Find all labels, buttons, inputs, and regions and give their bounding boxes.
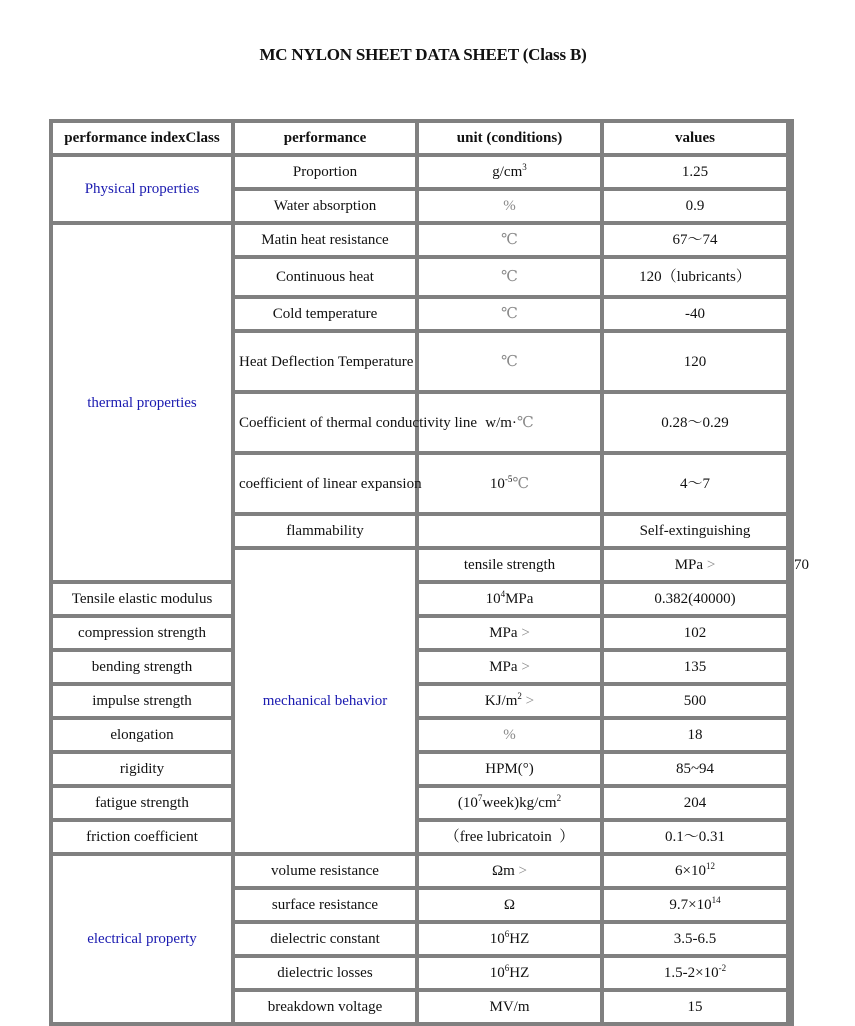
property-name: Water absorption [233,189,417,223]
property-name: Proportion [233,155,417,189]
unit-sup: 2 [517,691,522,701]
header-unit: unit (conditions) [417,121,602,155]
value-sup: 14 [711,895,721,905]
unit-symbol: > [517,625,530,641]
category-physical: Physical properties [51,155,233,223]
property-unit [417,650,602,684]
unit-text: MPa [489,659,518,675]
unit-text: (10 [457,795,478,811]
unit-text: MPa [505,591,534,607]
property-value: 0.28～0.29 [602,392,788,453]
unit-symbol: ℃ [512,475,530,492]
category-electrical: electrical property [51,854,233,1024]
value-text: 1.5-2×10 [663,965,719,981]
table-row [51,786,792,820]
property-name: tensile strength [417,548,602,582]
property-unit [602,548,788,582]
table-row [51,223,792,257]
property-unit [417,155,602,189]
unit-text: 10 [485,591,501,607]
unit-sup: 7 [477,793,483,803]
property-name: Cold temperature [233,297,417,331]
property-value: 102 [602,616,788,650]
unit-sup: 4 [500,589,506,599]
property-name: impulse strength [51,684,233,718]
category-thermal: thermal properties [51,223,233,582]
unit-text: 10 [489,931,505,947]
unit-text: w/m· [485,414,517,431]
property-value: 1.25 [602,155,788,189]
header-performance: performance [233,121,417,155]
unit-text: 10 [489,965,505,981]
property-name: Tensile elastic modulus [51,582,233,616]
unit-sup: 3 [522,162,527,172]
table-row [51,854,792,888]
property-value: 500 [602,684,788,718]
property-value: 3.5-6.5 [602,922,788,956]
page-title: MC NYLON SHEET DATA SHEET (Class B) [259,45,587,64]
property-value: 85~94 [602,752,788,786]
property-name: dielectric constant [233,922,417,956]
unit-text: MPa [674,557,704,573]
unit-symbol: > [514,863,528,879]
property-value: 67～74 [602,223,788,257]
unit-text: HZ [509,931,530,947]
unit-text: KJ/m [484,693,518,709]
unit-symbol: > [517,659,530,675]
property-value [602,854,788,888]
property-name: compression strength [51,616,233,650]
header-values: values [602,121,788,155]
value-text: 6×10 [675,863,706,879]
property-name: bending strength [51,650,233,684]
unit-sup: 6 [504,929,510,939]
property-value: 204 [602,786,788,820]
table-row [51,752,792,786]
property-unit: % [417,189,602,223]
property-name: friction coefficient [51,820,233,854]
property-name: flammability [233,514,417,548]
unit-symbol: > [703,557,716,573]
property-name: Heat Deflection Temperature [233,331,417,392]
property-value: Self-extinguishing [602,514,788,548]
property-unit [417,616,602,650]
header-category: performance indexClass [51,121,233,155]
property-value: 70 [788,548,792,582]
property-name: dielectric losses [233,956,417,990]
property-name: breakdown voltage [233,990,417,1024]
property-value: 18 [602,718,788,752]
property-name: surface resistance [233,888,417,922]
property-unit: ℃ [417,331,602,392]
property-value: 135 [602,650,788,684]
unit-text: 10 [489,475,505,492]
unit-text: g/cm [492,164,523,180]
property-unit: ℃ [417,223,602,257]
property-unit [417,922,602,956]
unit-text: Ωm [491,863,515,879]
property-unit: % [417,718,602,752]
value-sup: 12 [705,861,715,871]
unit-text: week)kg/cm [482,795,557,811]
table-row [51,820,792,854]
header-row [51,121,792,155]
property-unit: ℃ [417,297,602,331]
property-value: -40 [602,297,788,331]
table-row [51,684,792,718]
property-name: elongation [51,718,233,752]
property-name: Coefficient of thermal conductivity line [233,392,417,453]
unit-symbol: > [521,693,535,709]
property-value: 120（lubricants） [602,257,788,297]
table-row [51,155,792,189]
value-sup: -2 [718,963,727,973]
property-value [602,888,788,922]
property-unit: ℃ [417,257,602,297]
unit-symbol: ℃ [516,414,534,431]
property-value: 4～7 [602,453,788,514]
property-value: 0.1～0.31 [602,820,788,854]
value-text: 9.7×10 [669,897,712,913]
property-value [602,956,788,990]
table-row [51,718,792,752]
property-unit: HPM(°) [417,752,602,786]
data-sheet-table [49,119,809,1026]
category-mechanical: mechanical behavior [233,548,417,854]
property-name: volume resistance [233,854,417,888]
property-name: Continuous heat [233,257,417,297]
table-row [51,616,792,650]
property-name: coefficient of linear expansion [233,453,417,514]
property-value: 15 [602,990,788,1024]
unit-text: HZ [509,965,530,981]
unit-sup: 2 [556,793,562,803]
property-unit [417,582,602,616]
table-row [51,650,792,684]
property-name: fatigue strength [51,786,233,820]
unit-sup: 6 [504,963,510,973]
property-name: Matin heat resistance [233,223,417,257]
unit-sup: -5 [504,473,513,484]
property-unit: （free lubricatoin ） [417,820,602,854]
property-unit: MV/m [417,990,602,1024]
property-unit [417,786,602,820]
property-name: rigidity [51,752,233,786]
property-unit [417,854,602,888]
property-unit [417,684,602,718]
property-value: 0.9 [602,189,788,223]
property-unit [417,956,602,990]
property-value: 0.382(40000) [602,582,788,616]
unit-text: MPa [489,625,518,641]
property-value: 120 [602,331,788,392]
table-row [51,582,792,616]
property-unit [417,453,602,514]
property-unit [417,514,602,548]
property-unit: Ω [417,888,602,922]
